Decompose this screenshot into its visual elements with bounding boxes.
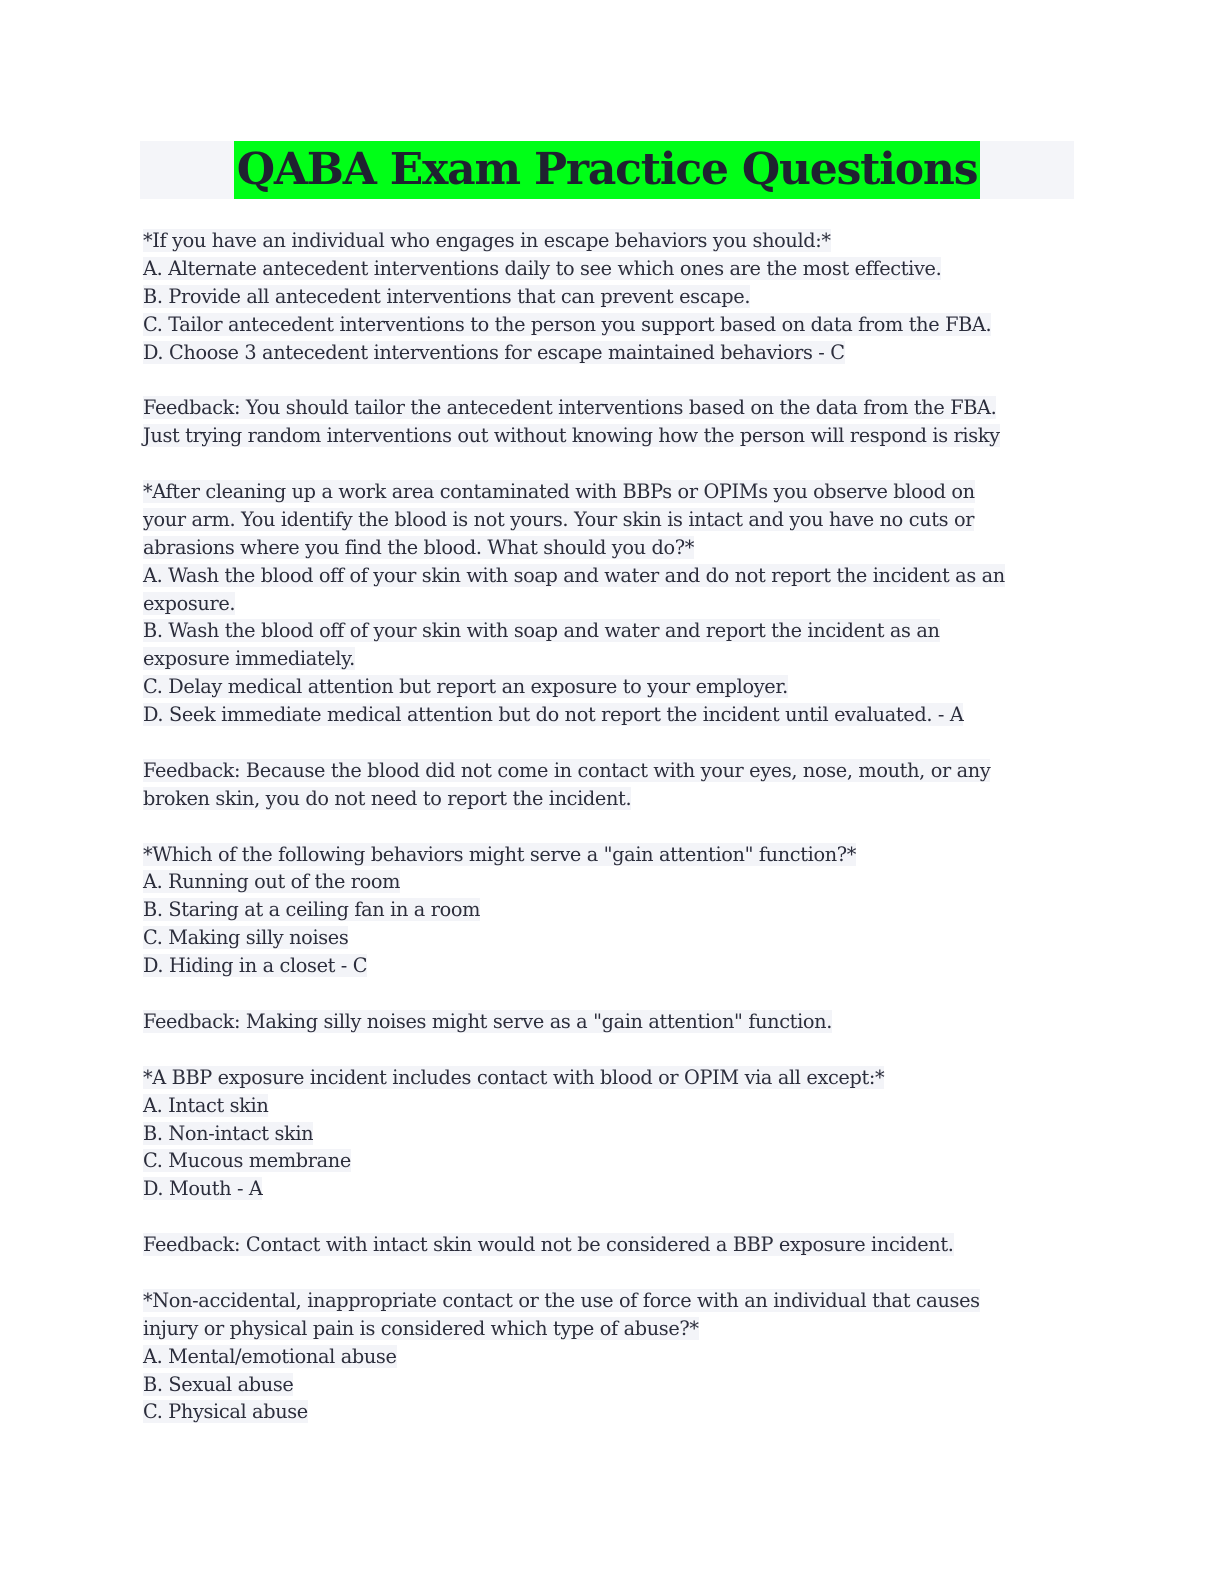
question-block bbox=[143, 841, 1083, 1064]
question-stem: injury or physical pain is considered which type of abuse?* bbox=[143, 1316, 699, 1340]
page-title: QABA Exam Practice Questions bbox=[234, 141, 981, 199]
answer-option: C. Tailor antecedent interventions to the person you support based on data from the FBA. bbox=[143, 312, 992, 336]
question-stem: abrasions where you find the blood. What should you do?* bbox=[143, 535, 694, 559]
answer-option: B. Non-intact skin bbox=[143, 1121, 314, 1145]
question-block bbox=[143, 1287, 1083, 1426]
answer-option: C. Mucous membrane bbox=[143, 1149, 351, 1173]
answer-option: B. Wash the blood off of your skin with soap and water and report the incident as an bbox=[143, 619, 940, 643]
question-block bbox=[143, 227, 1083, 478]
answer-option: B. Staring at a ceiling fan in a room bbox=[143, 898, 481, 922]
feedback-text: broken skin, you do not need to report the incident. bbox=[143, 786, 632, 810]
question-block bbox=[143, 1064, 1083, 1287]
answer-option: A. Mental/emotional abuse bbox=[143, 1344, 397, 1368]
answer-option: exposure. bbox=[143, 591, 236, 615]
question-stem: *A BBP exposure incident includes contact with blood or OPIM via all except:* bbox=[143, 1065, 885, 1089]
feedback-text: Feedback: Making silly noises might serve as a "gain attention" function. bbox=[143, 1009, 833, 1033]
question-stem: *Non-accidental, inappropriate contact or the use of force with an individual that causes bbox=[143, 1288, 980, 1312]
answer-option: A. Intact skin bbox=[143, 1093, 269, 1117]
answer-option: D. Seek immediate medical attention but do not report the incident until evaluated. - A bbox=[143, 703, 964, 727]
feedback-text: Just trying random interventions out without knowing how the person will respond is risky bbox=[143, 424, 1000, 448]
answer-option: A. Wash the blood off of your skin with soap and water and do not report the incident as an bbox=[143, 563, 1005, 587]
answer-option: D. Hiding in a closet - C bbox=[143, 954, 368, 978]
answer-option: D. Choose 3 antecedent interventions for escape maintained behaviors - C bbox=[143, 340, 845, 364]
feedback-text: Feedback: Because the blood did not come in contact with your eyes, nose, mouth, or any bbox=[143, 758, 991, 782]
question-stem: your arm. You identify the blood is not yours. Your skin is intact and you have no cuts or bbox=[143, 507, 975, 531]
questions-content bbox=[143, 227, 1083, 1426]
answer-option: B. Provide all antecedent interventions that can prevent escape. bbox=[143, 284, 751, 308]
answer-option: exposure immediately. bbox=[143, 647, 355, 671]
question-stem: *Which of the following behaviors might serve a "gain attention" function?* bbox=[143, 842, 857, 866]
title-band bbox=[140, 141, 1074, 199]
answer-option: C. Physical abuse bbox=[143, 1400, 308, 1424]
question-stem: *After cleaning up a work area contaminated with BBPs or OPIMs you observe blood on bbox=[143, 480, 975, 504]
answer-option: B. Sexual abuse bbox=[143, 1372, 294, 1396]
question-block bbox=[143, 478, 1083, 841]
feedback-text: Feedback: You should tailor the antecedent interventions based on the data from the FBA. bbox=[143, 396, 997, 420]
feedback-text: Feedback: Contact with intact skin would not be considered a BBP exposure incident. bbox=[143, 1233, 954, 1257]
question-stem: *If you have an individual who engages in escape behaviors you should:* bbox=[143, 229, 831, 252]
answer-option: C. Making silly noises bbox=[143, 926, 349, 950]
answer-option: C. Delay medical attention but report an exposure to your employer. bbox=[143, 675, 788, 699]
answer-option: D. Mouth - A bbox=[143, 1177, 263, 1201]
answer-option: A. Running out of the room bbox=[143, 870, 401, 894]
answer-option: A. Alternate antecedent interventions daily to see which ones are the most effective. bbox=[143, 256, 942, 280]
